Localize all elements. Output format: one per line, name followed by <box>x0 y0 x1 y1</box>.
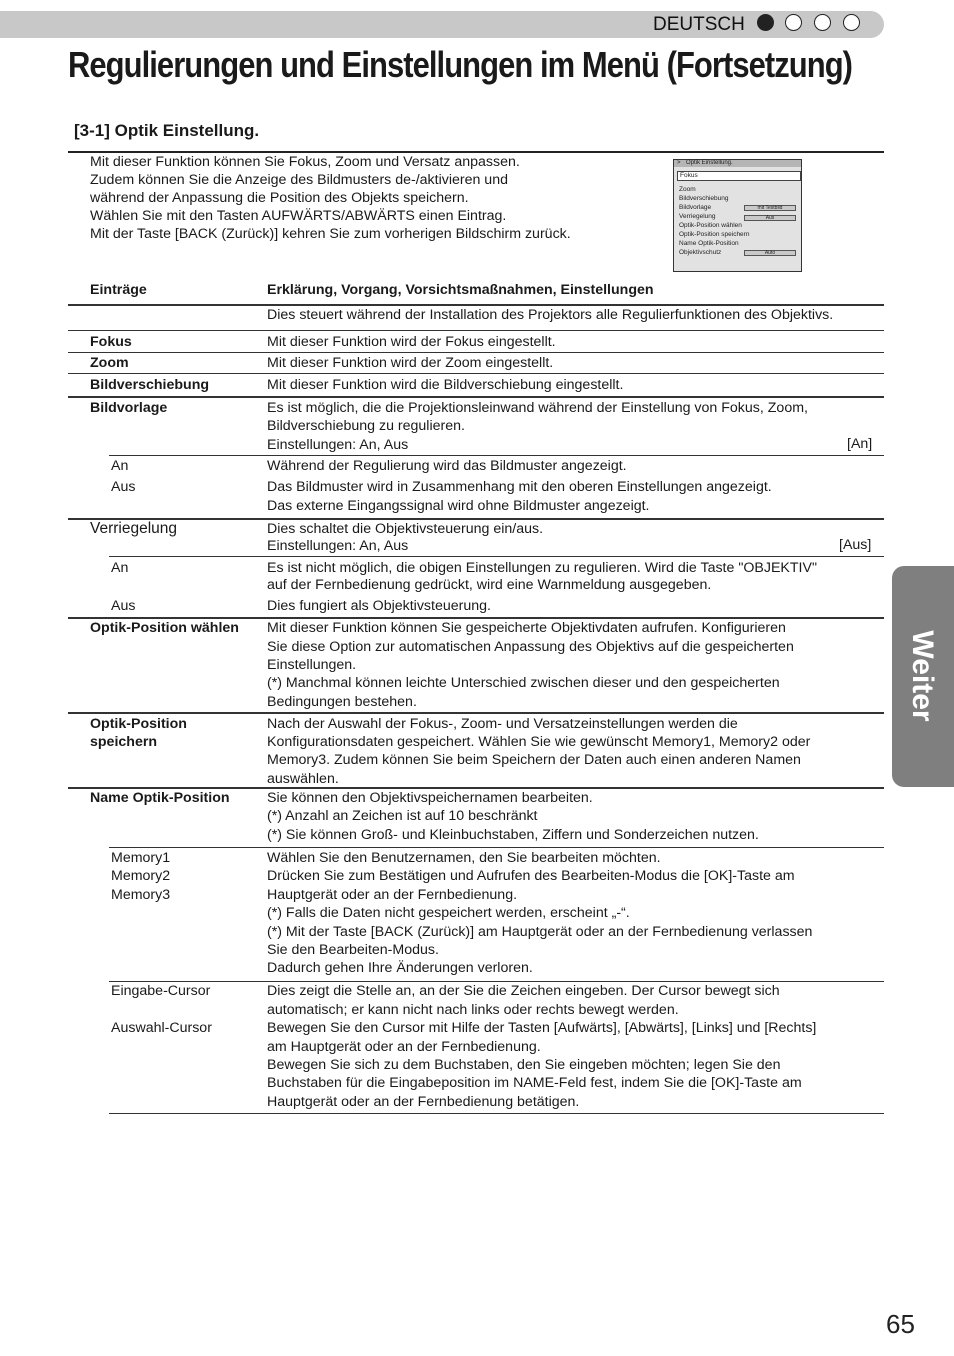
table-row-key: Fokus <box>90 334 132 350</box>
screen-header <box>674 160 801 167</box>
chevron-right-icon: > <box>677 160 681 166</box>
table-row-desc: Einstellungen: An, Aus <box>267 437 409 453</box>
table-row-desc: Sie diese Option zur automatischen Anpassung des Objektivs auf die gespeicherten <box>267 639 794 655</box>
header-bar <box>0 11 884 38</box>
progress-dot <box>814 14 831 31</box>
option-desc: am Hauptgerät oder an der Fernbedienung. <box>267 1039 541 1055</box>
table-row-desc: Konfigurationsdaten gespeichert. Wählen Sie wie gewünscht Memory1, Memory2 oder <box>267 734 811 750</box>
default-value: [An] <box>847 436 873 452</box>
page-number: 65 <box>886 1309 915 1339</box>
table-row-key: Optik-Position wählen <box>90 620 239 636</box>
divider <box>68 373 884 374</box>
divider <box>109 847 884 848</box>
option-desc: Hauptgerät oder an der Fernbedienung betätigen. <box>267 1094 580 1110</box>
section-heading: [3-1] Optik Einstellung. <box>74 121 260 140</box>
table-header-col2: Erklärung, Vorgang, Vorsichtsmaßnahmen, Einstellungen <box>267 282 654 298</box>
screen-value: mit Testbild <box>744 205 796 211</box>
screen-item: Verriegelung <box>679 213 716 220</box>
screen-item: Optik-Position wählen <box>679 222 742 229</box>
screen-item: Zoom <box>679 186 696 193</box>
table-row-desc: Memory3. Zudem können Sie beim Speichern der Daten auch einen anderen Namen <box>267 752 801 768</box>
page-title: Regulierungen und Einstellungen im Menü (Fortsetzung) <box>68 44 853 85</box>
option-desc: Dies zeigt die Stelle an, an der Sie die Zeichen eingeben. Der Cursor bewegt sich <box>267 983 780 999</box>
option-desc: Das Bildmuster wird in Zusammenhang mit den oberen Einstellungen angezeigt. <box>267 479 772 495</box>
progress-dot <box>785 14 802 31</box>
table-row-desc: (*) Sie können Groß- und Kleinbuchstaben, Ziffern und Sonderzeichen nutzen. <box>267 827 759 843</box>
option-desc: (*) Mit der Taste [BACK (Zurück)] am Hauptgerät oder an der Fernbedienung verlassen <box>267 924 813 940</box>
table-header-col1: Einträge <box>90 282 147 298</box>
table-intro-row: Dies steuert während der Installation des Projektors alle Regulierfunktionen des Objektivs. <box>267 307 834 323</box>
menu-screen-illustration <box>673 159 802 272</box>
progress-dot <box>843 14 860 31</box>
divider <box>68 712 884 714</box>
option-desc: (*) Falls die Daten nicht gespeichert werden, erscheint „-“. <box>267 905 630 921</box>
table-row-desc: Nach der Auswahl der Fokus-, Zoom- und Versatzeinstellungen werden die <box>267 716 738 732</box>
screen-item: Bildvorlage <box>679 204 712 211</box>
default-value: [Aus] <box>839 537 872 553</box>
option-key: Aus <box>111 479 136 495</box>
table-row-desc: Mit dieser Funktion wird der Zoom eingestellt. <box>267 355 554 371</box>
option-key: Aus <box>111 598 136 614</box>
divider <box>68 396 884 398</box>
option-desc: Sie den Bearbeiten-Modus. <box>267 942 439 958</box>
option-desc: Wählen Sie den Benutzernamen, den Sie bearbeiten möchten. <box>267 850 661 866</box>
divider <box>109 455 884 456</box>
table-row-desc: Mit dieser Funktion können Sie gespeicherte Objektivdaten aufrufen. Konfigurieren <box>267 620 786 636</box>
table-row-key: speichern <box>90 734 158 750</box>
option-desc: Hauptgerät oder an der Fernbedienung. <box>267 887 518 903</box>
screen-item: Objektivschutz <box>679 249 722 256</box>
table-row-key: Bildverschiebung <box>90 377 210 393</box>
intro-line: während der Anpassung die Position des Objekts speichern. <box>90 190 469 206</box>
table-row-desc: Dies schaltet die Objektivsteuerung ein/aus. <box>267 521 544 537</box>
side-tab-label: Weiter <box>906 630 939 722</box>
intro-line: Zudem können Sie die Anzeige des Bildmusters de-/aktivieren und <box>90 172 508 188</box>
option-key: Memory2 <box>111 868 171 884</box>
option-key: An <box>111 560 129 576</box>
option-desc: Buchstaben für die Eingabeposition im NAME-Feld fest, indem Sie die [OK]-Taste am <box>267 1075 802 1091</box>
divider <box>68 330 884 331</box>
option-desc: Bewegen Sie sich zu dem Buchstaben, den Sie eingeben möchten; legen Sie den <box>267 1057 781 1073</box>
screen-value: Aus <box>744 215 796 221</box>
table-row-desc: Sie können den Objektivspeichernamen bearbeiten. <box>267 790 593 806</box>
divider <box>109 1113 884 1114</box>
table-row-desc: Einstellungen: An, Aus <box>267 538 409 554</box>
option-key: Memory3 <box>111 887 171 903</box>
table-row-key: Verriegelung <box>90 520 178 537</box>
table-row-key: Optik-Position <box>90 716 187 732</box>
option-desc: Dadurch gehen Ihre Änderungen verloren. <box>267 960 533 976</box>
intro-line: Mit der Taste [BACK (Zurück)] kehren Sie zum vorherigen Bildschirm zurück. <box>90 226 571 242</box>
option-desc: Es ist nicht möglich, die obigen Einstellungen zu regulieren. Wird die Taste "OBJEKTIV" <box>267 560 817 576</box>
option-desc: Drücken Sie zum Bestätigen und Aufrufen des Bearbeiten-Modus die [OK]-Taste am <box>267 868 795 884</box>
table-row-desc: auswählen. <box>267 771 339 787</box>
intro-line: Mit dieser Funktion können Sie Fokus, Zoom und Versatz anpassen. <box>90 154 520 170</box>
table-row-desc: Mit dieser Funktion wird die Bildverschiebung eingestellt. <box>267 377 624 393</box>
screen-header-label: Optik Einstellung. <box>686 160 733 166</box>
table-row-desc: Bedingungen bestehen. <box>267 694 417 710</box>
screen-value: Auto <box>744 250 796 256</box>
table-row-desc: Mit dieser Funktion wird der Fokus eingestellt. <box>267 334 556 350</box>
option-desc: Während der Regulierung wird das Bildmuster angezeigt. <box>267 458 627 474</box>
intro-line: Wählen Sie mit den Tasten AUFWÄRTS/ABWÄRTS einen Eintrag. <box>90 208 507 224</box>
table-row-desc: (*) Anzahl an Zeichen ist auf 10 beschränkt <box>267 808 538 824</box>
divider <box>68 352 884 353</box>
option-key: Eingabe-Cursor <box>111 983 211 999</box>
screen-item: Optik-Position speichern <box>679 231 750 238</box>
option-desc: automatisch; er kann nicht nach links oder rechts bewegt werden. <box>267 1002 679 1018</box>
option-desc: Dies fungiert als Objektivsteuerung. <box>267 598 491 614</box>
option-key: Memory1 <box>111 850 171 866</box>
option-desc: auf der Fernbedienung gedrückt, wird eine Warnmeldung ausgegeben. <box>267 577 712 593</box>
table-row-desc: Bildverschiebung zu regulieren. <box>267 418 465 434</box>
screen-selected-item: Fokus <box>677 171 801 181</box>
divider <box>109 556 884 557</box>
option-desc: Das externe Eingangssignal wird ohne Bildmuster angezeigt. <box>267 498 650 514</box>
table-row-key: Bildvorlage <box>90 400 168 416</box>
option-key: Auswahl-Cursor <box>111 1020 212 1036</box>
option-desc: Bewegen Sie den Cursor mit Hilfe der Tasten [Aufwärts], [Abwärts], [Links] und [Rechts] <box>267 1020 817 1036</box>
table-row-key: Zoom <box>90 355 129 371</box>
screen-item: Name Optik-Position <box>679 240 739 247</box>
table-row-desc: (*) Manchmal können leichte Unterschied zwischen dieser und den gespeicherten <box>267 675 780 691</box>
option-key: An <box>111 458 129 474</box>
screen-item: Bildverschiebung <box>679 195 729 202</box>
table-row-desc: Es ist möglich, die die Projektionsleinwand während der Einstellung von Fokus, Zoom, <box>267 400 808 416</box>
progress-dot-filled <box>757 14 774 31</box>
table-row-desc: Einstellungen. <box>267 657 357 673</box>
table-row-key: Name Optik-Position <box>90 790 230 806</box>
language-label: DEUTSCH <box>653 14 745 35</box>
